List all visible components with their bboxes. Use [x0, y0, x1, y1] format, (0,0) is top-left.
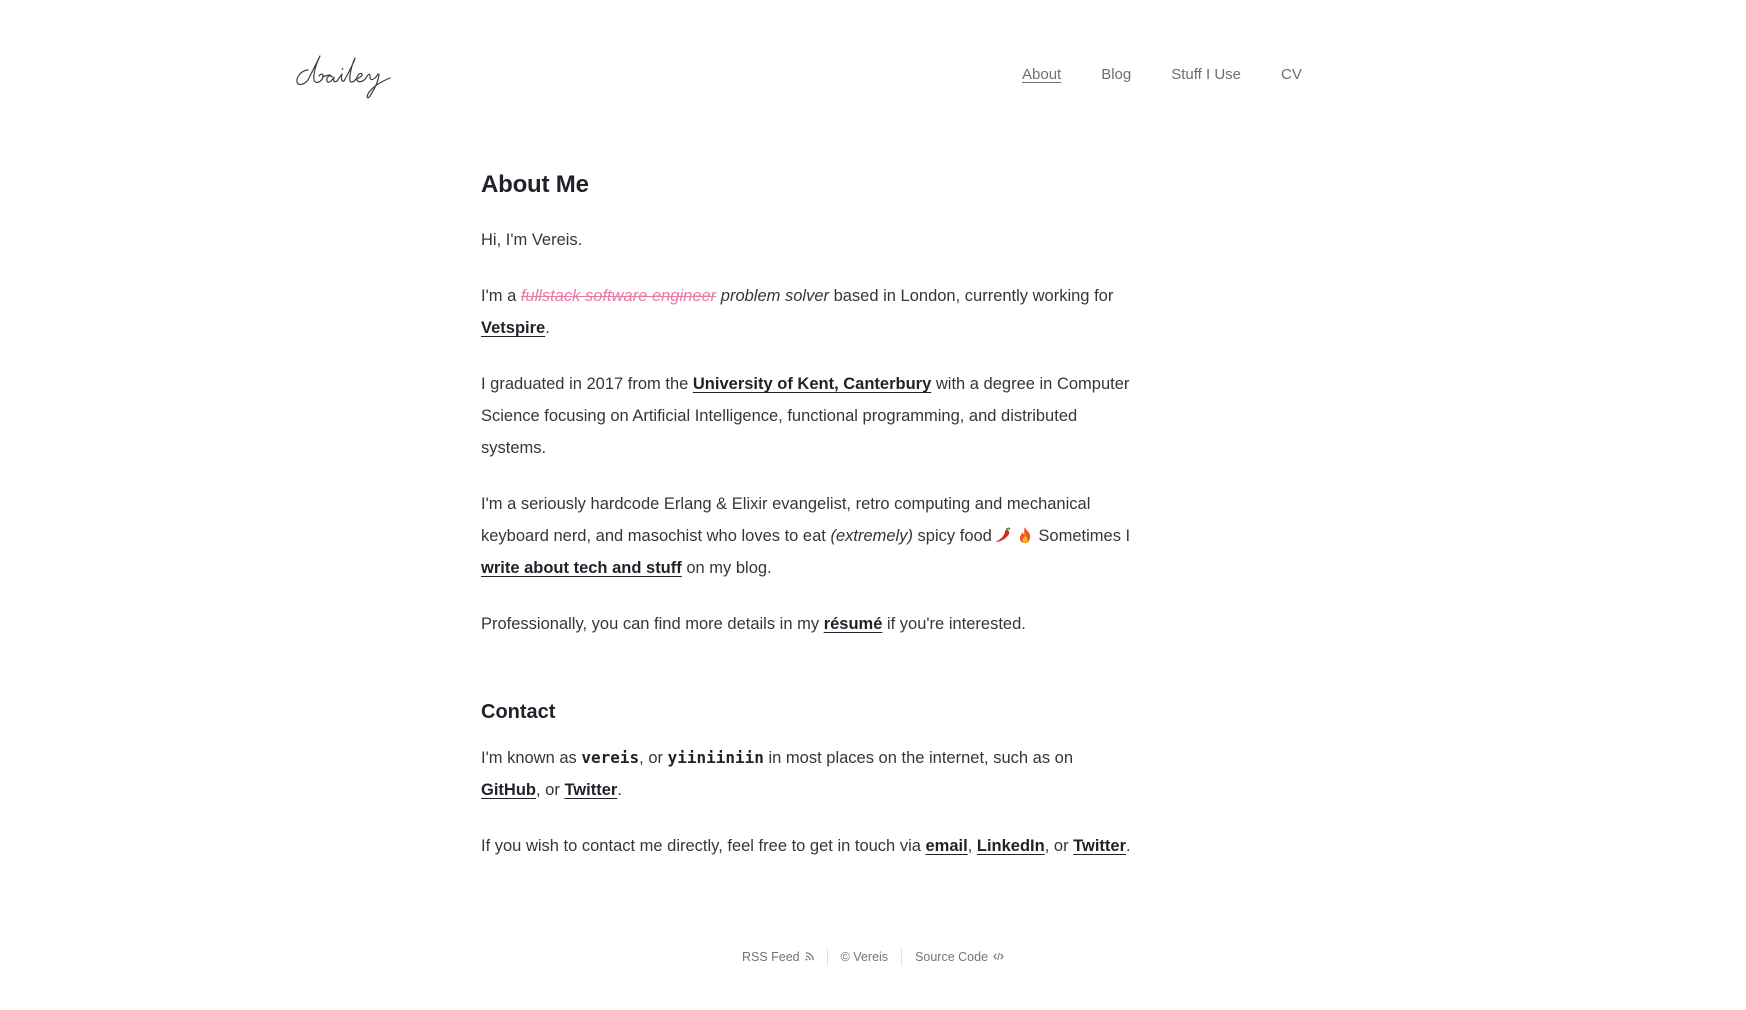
vetspire-link[interactable]: Vetspire: [481, 319, 546, 337]
known-as-suffix: .: [617, 781, 622, 799]
role-suffix: .: [545, 319, 550, 337]
role-paragraph: [481, 280, 1136, 344]
nav-item-about[interactable]: About: [1022, 66, 1062, 83]
interests-emphasis: (extremely): [830, 527, 913, 545]
handle-yiiniiniin: yiiniiniin: [667, 748, 764, 767]
hot-pepper-icon: [995, 523, 1013, 541]
known-as-or: , or: [536, 781, 565, 799]
site-logo[interactable]: [294, 50, 406, 102]
struck-role: fullstack software engineer: [520, 287, 717, 305]
blog-link[interactable]: write about tech and stuff: [481, 559, 682, 577]
nav-item-cv[interactable]: CV: [1281, 66, 1302, 83]
direct-comma: ,: [967, 837, 977, 855]
interests-text-1: I'm a seriously hardcode Erlang & Elixir evangelist, retro computing and mechanical keyboard nerd, and masochist who loves to eat: [481, 495, 1091, 545]
known-as-prefix: I'm known as: [481, 749, 582, 767]
github-link[interactable]: GitHub: [481, 781, 536, 799]
interests-text-4: on my blog.: [681, 559, 772, 577]
email-link[interactable]: email: [925, 837, 968, 855]
linkedin-link[interactable]: LinkedIn: [976, 837, 1045, 855]
resume-suffix: if you're interested.: [882, 615, 1026, 633]
site-footer: [0, 948, 1746, 966]
role-prefix: I'm a: [481, 287, 521, 305]
interests-text-2: spicy food: [912, 527, 992, 545]
footer-source: [902, 948, 1017, 966]
education-prefix: I graduated in 2017 from the: [481, 375, 693, 393]
resume-prefix: Professionally, you can find more details in my: [481, 615, 824, 633]
direct-prefix: If you wish to contact me directly, feel free to get in touch via: [481, 837, 926, 855]
site-header: [0, 0, 1746, 150]
actual-role: problem solver: [720, 287, 829, 305]
direct-or: , or: [1044, 837, 1074, 855]
main-content: [481, 168, 1136, 862]
direct-contact-paragraph: [481, 830, 1136, 862]
resume-link[interactable]: résumé: [823, 615, 883, 633]
role-middle: based in London, currently working for: [829, 287, 1114, 305]
source-code-label: Source Code: [915, 950, 989, 964]
footer-copyright: © Vereis: [840, 950, 889, 964]
rss-feed-label: RSS Feed: [741, 950, 800, 964]
twitter-link[interactable]: Twitter: [564, 781, 618, 799]
footer-rss: [729, 948, 827, 966]
known-as-paragraph: [481, 742, 1136, 806]
about-title: About Me: [481, 171, 589, 198]
nav-item-blog[interactable]: Blog: [1101, 66, 1132, 83]
interests-text-3: Sometimes I: [1033, 527, 1131, 545]
rss-icon: [805, 950, 814, 964]
university-link[interactable]: University of Kent, Canterbury: [692, 375, 932, 393]
fire-icon: [1016, 523, 1034, 541]
code-icon: [993, 950, 1004, 964]
twitter-contact-link[interactable]: Twitter: [1073, 837, 1127, 855]
education-suffix: with a degree in Computer Science focusing on Artificial Intelligence, functional programming, and distributed systems.: [481, 375, 1130, 457]
main-nav: [1022, 66, 1302, 83]
rss-feed-link[interactable]: [742, 950, 814, 964]
nav-item-stuff-i-use[interactable]: Stuff I Use: [1171, 66, 1241, 83]
interests-paragraph: [481, 488, 1136, 584]
greeting-paragraph: Hi, I'm Vereis.: [481, 231, 583, 249]
contact-title: Contact: [481, 701, 556, 723]
resume-paragraph: [481, 608, 1136, 640]
source-code-link[interactable]: [915, 950, 1004, 964]
known-as-after: in most places on the internet, such as on: [763, 749, 1074, 767]
signature-logo: [294, 50, 406, 102]
direct-suffix: .: [1126, 837, 1131, 855]
known-as-middle: , or: [639, 749, 668, 767]
handle-vereis: vereis: [581, 748, 640, 767]
education-paragraph: [481, 368, 1136, 464]
